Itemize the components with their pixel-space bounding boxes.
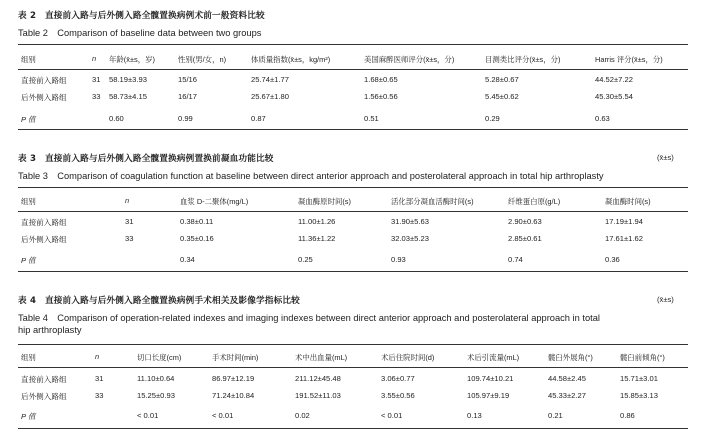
table4-unit: (x̄±s) — [657, 295, 674, 304]
table2-title-en: Table 2 Comparison of baseline data between two groups — [18, 28, 262, 38]
table-cell: 32.03±5.23 — [391, 234, 429, 243]
table-cell: 0.86 — [620, 411, 635, 420]
table-cell: 2.85±0.61 — [508, 234, 542, 243]
t4-header-blood: 术中出血量(mL) — [295, 353, 348, 362]
table3-unit: (x̄±s) — [657, 153, 674, 162]
table-cell: 58.73±4.15 — [109, 92, 147, 101]
table-cell: 直接前入路组 — [21, 375, 67, 384]
table3-top-rule — [18, 187, 688, 188]
t3-header-aptt: 活化部分凝血活酶时间(s) — [391, 197, 474, 206]
table-cell: 后外侧入路组 — [21, 235, 67, 244]
t2-header-age: 年龄(x̄±s，岁) — [109, 55, 155, 64]
t2-header-vas: 目测类比评分(x̄±s，分) — [485, 55, 561, 64]
table-cell: 17.61±1.62 — [605, 234, 643, 243]
table2-title-cn: 表 2 直接前入路与后外侧入路全髋置换病例术前一般资料比较 — [18, 11, 265, 21]
table-cell: 直接前入路组 — [21, 218, 67, 227]
table-cell: 0.25 — [298, 255, 313, 264]
table2-bottom-rule — [18, 129, 688, 130]
t3-header-n: n — [125, 196, 130, 205]
t2-header-n: n — [92, 54, 97, 63]
table-cell: 11.10±0.64 — [137, 374, 175, 383]
table4-title-cn: 表 4 直接前入路与后外侧入路全髋置换病例手术相关及影像学指标比较 — [18, 296, 300, 306]
t4-header-n: n — [95, 352, 100, 361]
table-cell: 0.34 — [180, 255, 195, 264]
table-cell: 15.71±3.01 — [620, 374, 658, 383]
t4-header-incision: 切口长度(cm) — [137, 353, 182, 362]
table-cell: 17.19±1.94 — [605, 217, 643, 226]
table-cell: 0.35±0.16 — [180, 234, 214, 243]
table-cell: 0.36 — [605, 255, 620, 264]
table-cell: 31 — [92, 75, 101, 84]
table-cell: 0.63 — [595, 114, 610, 123]
t3-header-fib: 纤维蛋白原(g/L) — [508, 197, 561, 206]
table-cell: 31 — [95, 374, 104, 383]
table-cell: 15.85±3.13 — [620, 391, 658, 400]
table-cell: 后外侧入路组 — [21, 392, 67, 401]
table2-header-rule — [18, 69, 688, 70]
table-cell: 15.25±0.93 — [137, 391, 175, 400]
table-cell: 5.45±0.62 — [485, 92, 519, 101]
table-cell: 71.24±10.84 — [212, 391, 255, 400]
table-cell: 0.87 — [251, 114, 266, 123]
table-cell: 后外侧入路组 — [21, 93, 67, 102]
table-cell: P 值 — [21, 256, 36, 265]
table-cell: 45.33±2.27 — [548, 391, 586, 400]
table-cell: 2.90±0.63 — [508, 217, 542, 226]
table-cell: 105.97±9.19 — [467, 391, 510, 400]
table3-title-en: Table 3 Comparison of coagulation function at baseline between direct anterior approach and posterolateral approach in total hip arthroplasty — [18, 171, 604, 181]
t4-header-group: 组别 — [21, 353, 36, 362]
table-cell: 109.74±10.21 — [467, 374, 514, 383]
table-cell: < 0.01 — [381, 411, 403, 420]
table3-header-rule — [18, 211, 688, 212]
table4-header-rule — [18, 367, 688, 368]
table-cell: 1.56±0.56 — [364, 92, 398, 101]
table4-title-en-line1: Table 4 Comparison of operation-related indexes and imaging indexes between direct anterior approach and posterolateral approach in total — [18, 313, 600, 323]
table-cell: 86.97±12.19 — [212, 374, 255, 383]
table4-title-en-line2: hip arthroplasty — [18, 325, 82, 335]
table-cell: 0.38±0.11 — [180, 217, 214, 226]
table-cell: 0.21 — [548, 411, 563, 420]
table-cell: 15/16 — [178, 75, 198, 84]
table-cell: 直接前入路组 — [21, 76, 67, 85]
table4-bottom-rule — [18, 428, 688, 429]
table-cell: 33 — [125, 234, 134, 243]
t4-header-optime: 手术时间(min) — [212, 353, 259, 362]
table-cell: 0.74 — [508, 255, 523, 264]
table-cell: 11.00±1.26 — [298, 217, 336, 226]
table-cell: < 0.01 — [137, 411, 159, 420]
table-cell: 31.90±5.63 — [391, 217, 429, 226]
table-cell: 33 — [92, 92, 101, 101]
table-cell: 44.52±7.22 — [595, 75, 633, 84]
table-cell: P 值 — [21, 412, 36, 421]
t2-header-bmi: 体质量指数(x̄±s，kg/m²) — [251, 55, 331, 64]
t3-header-pt: 凝血酶原时间(s) — [298, 197, 351, 206]
t4-header-anteversion: 髋臼前倾角(°) — [620, 353, 665, 362]
table-cell: 58.19±3.93 — [109, 75, 147, 84]
table-cell: 191.52±11.03 — [295, 391, 341, 400]
t2-header-harris: Harris 评分(x̄±s，分) — [595, 55, 663, 64]
table-cell: 0.99 — [178, 114, 193, 123]
table-cell: 1.68±0.65 — [364, 75, 398, 84]
t3-header-ddimer: 血浆 D-二聚体(mg/L) — [180, 197, 249, 206]
table-cell: 0.60 — [109, 114, 124, 123]
t2-header-group: 组别 — [21, 55, 36, 64]
table-cell: 25.67±1.80 — [251, 92, 289, 101]
table-cell: 44.58±2.45 — [548, 374, 586, 383]
t4-header-drain: 术后引流量(mL) — [467, 353, 520, 362]
table4-top-rule — [18, 344, 688, 345]
table-cell: 0.13 — [467, 411, 482, 420]
table-cell: 0.29 — [485, 114, 500, 123]
t4-header-stay: 术后住院时间(d) — [381, 353, 435, 362]
table-cell: 31 — [125, 217, 134, 226]
table-cell: 0.51 — [364, 114, 379, 123]
table-cell: 25.74±1.77 — [251, 75, 289, 84]
t3-header-tt: 凝血酶时间(s) — [605, 197, 651, 206]
t2-header-asa: 美国麻醉医师评分(x̄±s，分) — [364, 55, 455, 64]
t4-header-abduction: 髋臼外展角(°) — [548, 353, 593, 362]
table-cell: 16/17 — [178, 92, 198, 101]
table2-top-rule — [18, 44, 688, 45]
table-cell: 3.06±0.77 — [381, 374, 415, 383]
table-cell: 0.02 — [295, 411, 310, 420]
table-cell: 45.30±5.54 — [595, 92, 633, 101]
table-cell: 33 — [95, 391, 104, 400]
table-cell: < 0.01 — [212, 411, 234, 420]
table-cell: 5.28±0.67 — [485, 75, 519, 84]
table-cell: 0.93 — [391, 255, 406, 264]
table-cell: 211.12±45.48 — [295, 374, 341, 383]
t2-header-sex: 性别(男/女，n) — [178, 55, 227, 64]
table3-bottom-rule — [18, 271, 688, 272]
t3-header-group: 组别 — [21, 197, 36, 206]
table-cell: P 值 — [21, 115, 36, 124]
table-cell: 11.36±1.22 — [298, 234, 336, 243]
table3-title-cn: 表 3 直接前入路与后外侧入路全髋置换病例置换前凝血功能比较 — [18, 154, 274, 164]
table-cell: 3.55±0.56 — [381, 391, 415, 400]
